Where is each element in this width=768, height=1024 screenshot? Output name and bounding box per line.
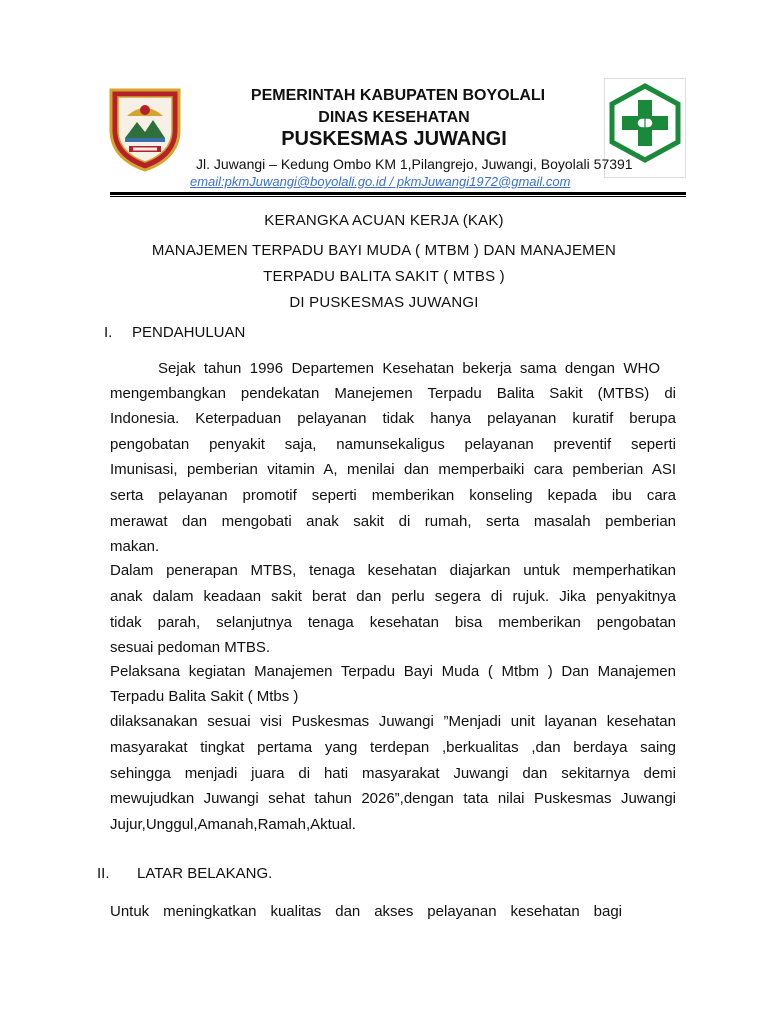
paragraph-line: merawat dan mengobati anak sakit di rumah, serta masalah pemberian	[110, 513, 676, 530]
section-number: II.	[97, 865, 110, 882]
letterhead-government: PEMERINTAH KABUPATEN BOYOLALI	[250, 87, 546, 104]
document-type-title: KERANGKA ACUAN KERJA (KAK)	[264, 212, 504, 229]
letterhead-department: DINAS KESEHATAN	[318, 109, 470, 126]
section-title: PENDAHULUAN	[132, 324, 246, 341]
paragraph-line: Imunisasi, pemberian vitamin A, menilai dan memperbaiki cara pemberian ASI	[110, 461, 676, 478]
letterhead-divider-thin	[110, 196, 686, 197]
section-number: I.	[104, 324, 113, 341]
paragraph-line: mewujudkan Juwangi sehat tahun 2026”,dengan tata nilai Puskesmas Juwangi	[110, 790, 676, 807]
paragraph-line: Pelaksana kegiatan Manajemen Terpadu Bayi Muda ( Mtbm ) Dan Manajemen	[110, 663, 676, 680]
paragraph-line: Untuk meningkatkan kualitas dan akses pelayanan kesehatan bagi	[110, 903, 622, 920]
document-subject-line-1: MANAJEMEN TERPADU BAYI MUDA ( MTBM ) DAN MANAJEMEN	[151, 242, 617, 259]
paragraph-line: Sejak tahun 1996 Departemen Kesehatan bekerja sama dengan WHO	[158, 360, 660, 377]
paragraph-line: tidak parah, selanjutnya tenaga kesehatan bisa memberikan pengobatan	[110, 614, 676, 631]
section-title: LATAR BELAKANG.	[137, 865, 273, 882]
section-heading	[104, 324, 246, 341]
paragraph-line: sehingga menjadi juara di hati masyarakat Juwangi dan sekitarnya demi	[110, 765, 676, 782]
paragraph-line: sesuai pedoman MTBS.	[110, 639, 271, 656]
letterhead-address: Jl. Juwangi – Kedung Ombo KM 1,Pilangrejo, Juwangi, Boyolali 57391	[196, 156, 633, 172]
paragraph-line: mengembangkan pendekatan Manejemen Terpadu Balita Sakit (MTBS) di	[110, 385, 676, 402]
paragraph-line: dilaksanakan sesuai visi Puskesmas Juwangi ”Menjadi unit layanan kesehatan	[110, 713, 676, 730]
paragraph-line: pengobatan penyakit saja, namunsekaligus pelayanan preventif seperti	[110, 436, 676, 453]
paragraph-line: Jujur,Unggul,Amanah,Ramah,Aktual.	[110, 816, 356, 833]
letterhead-divider-thick	[110, 192, 686, 195]
paragraph-line: masyarakat tingkat pertama yang terdepan ,berkualitas ,dan berdaya saing	[110, 739, 676, 756]
letterhead-email-link[interactable]: email:pkmJuwangi@boyolali.go.id / pkmJuwangi1972@gmail.com	[190, 174, 571, 189]
section-heading	[97, 865, 273, 882]
document-location: DI PUSKESMAS JUWANGI	[289, 294, 479, 311]
paragraph-line: serta pelayanan promotif seperti memberikan konseling kepada ibu cara	[110, 487, 676, 504]
paragraph-line: Indonesia. Keterpaduan pelayanan tidak hanya pelayanan kuratif berupa	[110, 410, 676, 427]
paragraph-line: Terpadu Balita Sakit ( Mtbs )	[110, 688, 299, 705]
paragraph-line: Dalam penerapan MTBS, tenaga kesehatan diajarkan untuk memperhatikan	[110, 562, 676, 579]
letterhead-institution: PUSKESMAS JUWANGI	[281, 128, 507, 150]
paragraph-line: makan.	[110, 538, 160, 555]
paragraph-line: anak dalam keadaan sakit berat dan perlu segera di rujuk. Jika penyakitnya	[110, 588, 676, 605]
document-subject-line-2: TERPADU BALITA SAKIT ( MTBS )	[263, 268, 505, 285]
